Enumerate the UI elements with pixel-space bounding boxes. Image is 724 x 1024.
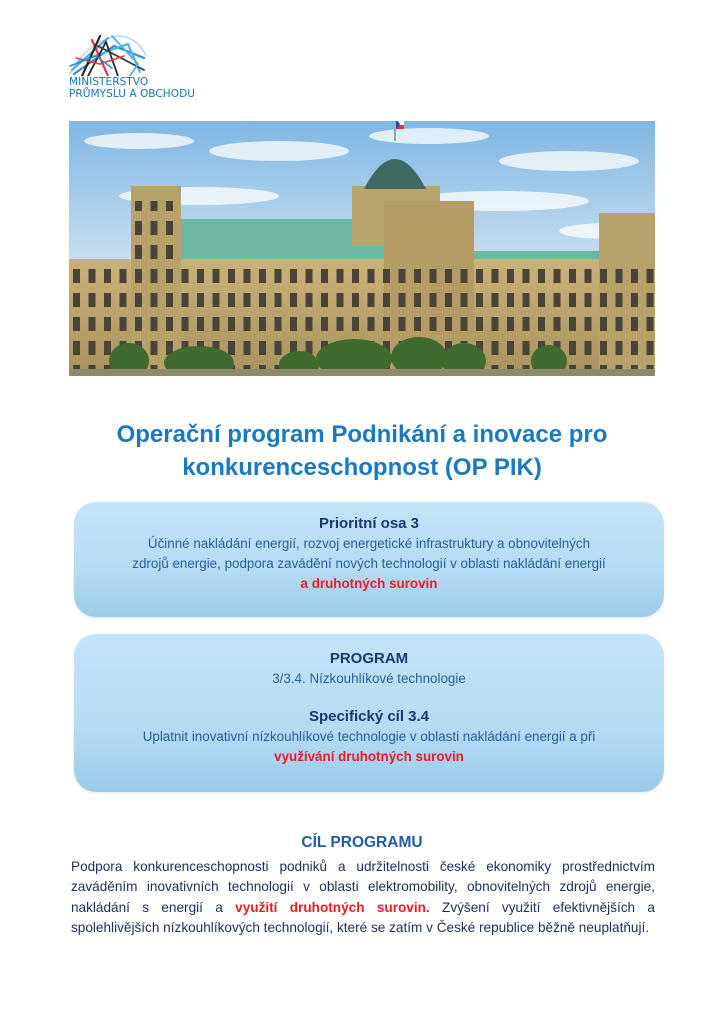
title-line-2: konkurenceschopnost (OP PIK) (182, 454, 542, 481)
goal-text-part-2: Zvýšení využití efektivnějších a spolehlivějších nízkouhlíkových technologií, které se zatím v České republice běžně neuplatňují. (71, 899, 655, 936)
priority-axis-heading: Prioritní osa 3 (318, 515, 420, 532)
goal-heading: CÍL PROGRAMU (301, 834, 423, 851)
title-line-1: Operační program Podnikání a inovace pro (116, 421, 608, 448)
goal-text-part-1: Podpora konkurenceschopnosti podniků a udržitelnosti české ekonomiky prostřednictvím zaváděním inovativních technologií v oblasti elektromobility, obnovitelných zdrojů energie, nakládání s energií a (71, 859, 655, 915)
priority-axis-line-3: a druhotných surovin (300, 576, 438, 591)
specific-goal-line-2: využívání druhotných surovin (274, 749, 464, 764)
goal-text-highlight: využití druhotných surovin. (235, 899, 430, 915)
program-heading: PROGRAM (329, 650, 409, 667)
specific-goal-heading: Specifický cíl 3.4 (308, 708, 430, 725)
logo-text (69, 76, 195, 100)
priority-axis-line-1: Účinné nakládání energií, rozvoj energetické infrastruktury a obnovitelných (147, 536, 591, 551)
goal-paragraph (71, 857, 655, 939)
logo-line-2: PRŮMYSLU A OBCHODU (69, 88, 195, 100)
ministry-logo (68, 32, 228, 110)
ministry-building-photo (69, 121, 655, 376)
building-illustration (69, 121, 655, 376)
logo-line-1: MINISTERSTVO (69, 76, 149, 88)
priority-axis-line-2: zdrojů energie, podpora zavádění nových technologií v oblasti nakládání energií (132, 556, 606, 571)
globe-network-icon (68, 32, 148, 76)
page-title (40, 418, 684, 484)
priority-axis-box (74, 502, 664, 617)
program-box (74, 634, 664, 792)
specific-goal-line-1: Uplatnit inovativní nízkouhlíkové technologie v oblasti nakládání energií a při (142, 729, 596, 744)
program-name: 3/3.4. Nízkouhlíkové technologie (272, 671, 466, 686)
